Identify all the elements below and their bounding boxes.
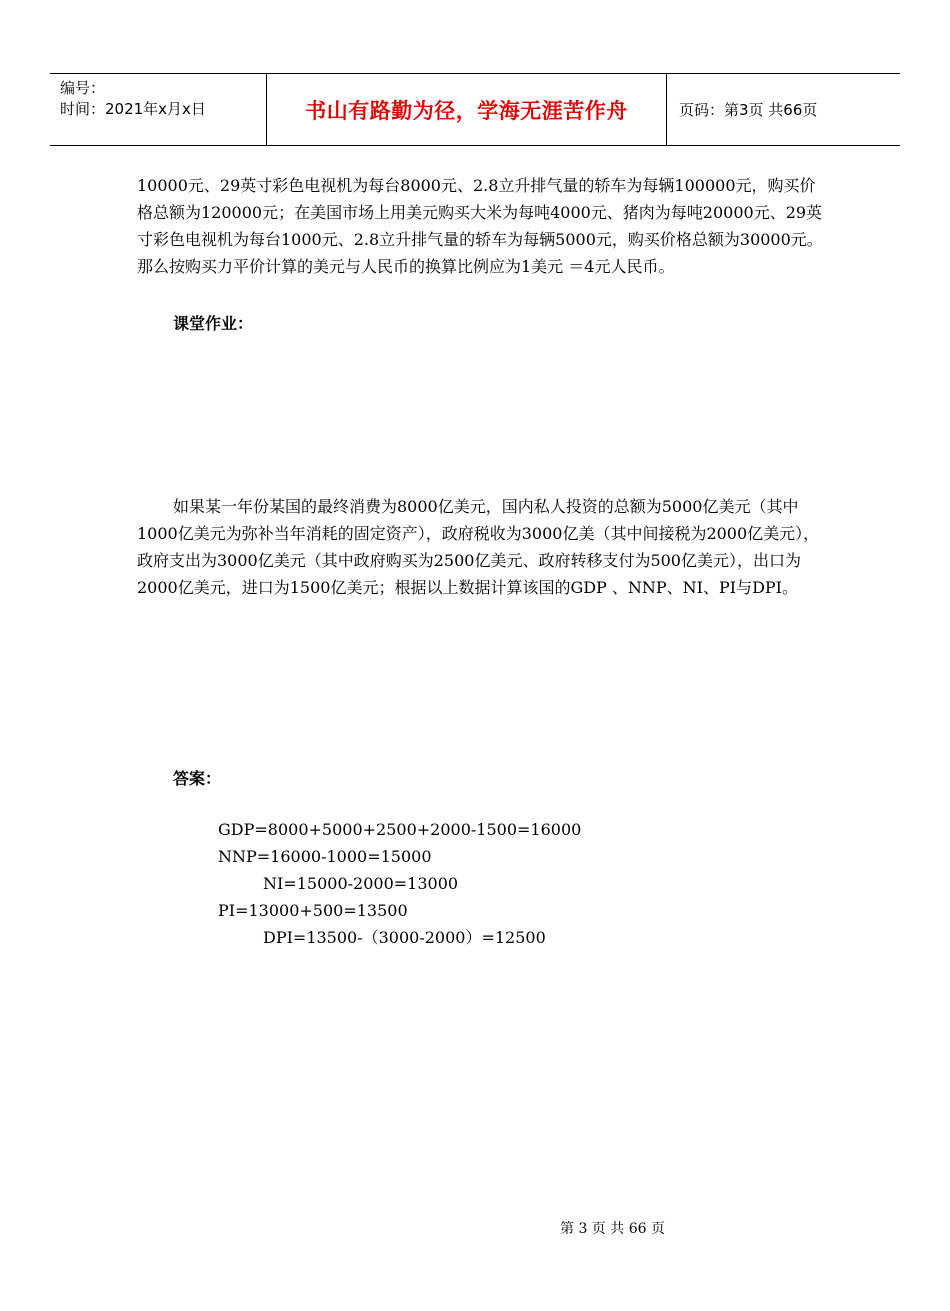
formula-dpi: DPI=13500-（3000-2000）=12500 xyxy=(263,928,546,947)
header-page-label: 页码：第3页 共66页 xyxy=(679,101,818,119)
page-footer: 第 3 页 共 66 页 xyxy=(560,1221,665,1237)
header-meta-cell xyxy=(50,74,267,145)
formula-gdp: GDP=8000+5000+2500+2000-1500=16000 xyxy=(218,820,582,839)
formula-nnp: NNP=16000-1000=15000 xyxy=(218,847,432,866)
paragraph-purchasing-power: 10000元、29英寸彩色电视机为每台8000元、2.8立升排气量的轿车为每辆100000元，购买价格总额为120000元；在美国市场上用美元购买大米为每吨4000元、猪肉为每吨20000元、29英寸彩色电视机为每台1000元、2.8立升排气量的轿车为每辆5000元，购买价格总额为30000元。那么按购买力平价计算的美元与人民币的换算比例应为1美元 ＝4元人民币。 xyxy=(137,176,823,276)
header-motto-cell xyxy=(267,74,667,145)
homework-heading: 课堂作业： xyxy=(173,314,254,333)
answer-heading: 答案： xyxy=(173,769,222,788)
document-header xyxy=(50,73,900,146)
formula-ni: NI=15000-2000=13000 xyxy=(263,874,459,893)
header-motto: 书山有路勤为径，学海无涯苦作舟 xyxy=(305,98,628,123)
document-number-label: 编号： xyxy=(60,79,106,97)
header-page-cell xyxy=(667,74,900,145)
paragraph-gdp-question: 如果某一年份某国的最终消费为8000亿美元，国内私人投资的总额为5000亿美元（其中1000亿美元为弥补当年消耗的固定资产），政府税收为3000亿美（其中间接税为2000亿美元），政府支出为3000亿美元（其中政府购买为2500亿美元、政府转移支付为500亿美元），出口为2000亿美元，进口为1500亿美元；根据以上数据计算该国的GDP 、NNP、NI、PI与DPI。 xyxy=(137,497,820,597)
document-time-label: 时间：2021年x月x日 xyxy=(60,100,206,118)
formula-pi: PI=13000+500=13500 xyxy=(218,901,408,920)
